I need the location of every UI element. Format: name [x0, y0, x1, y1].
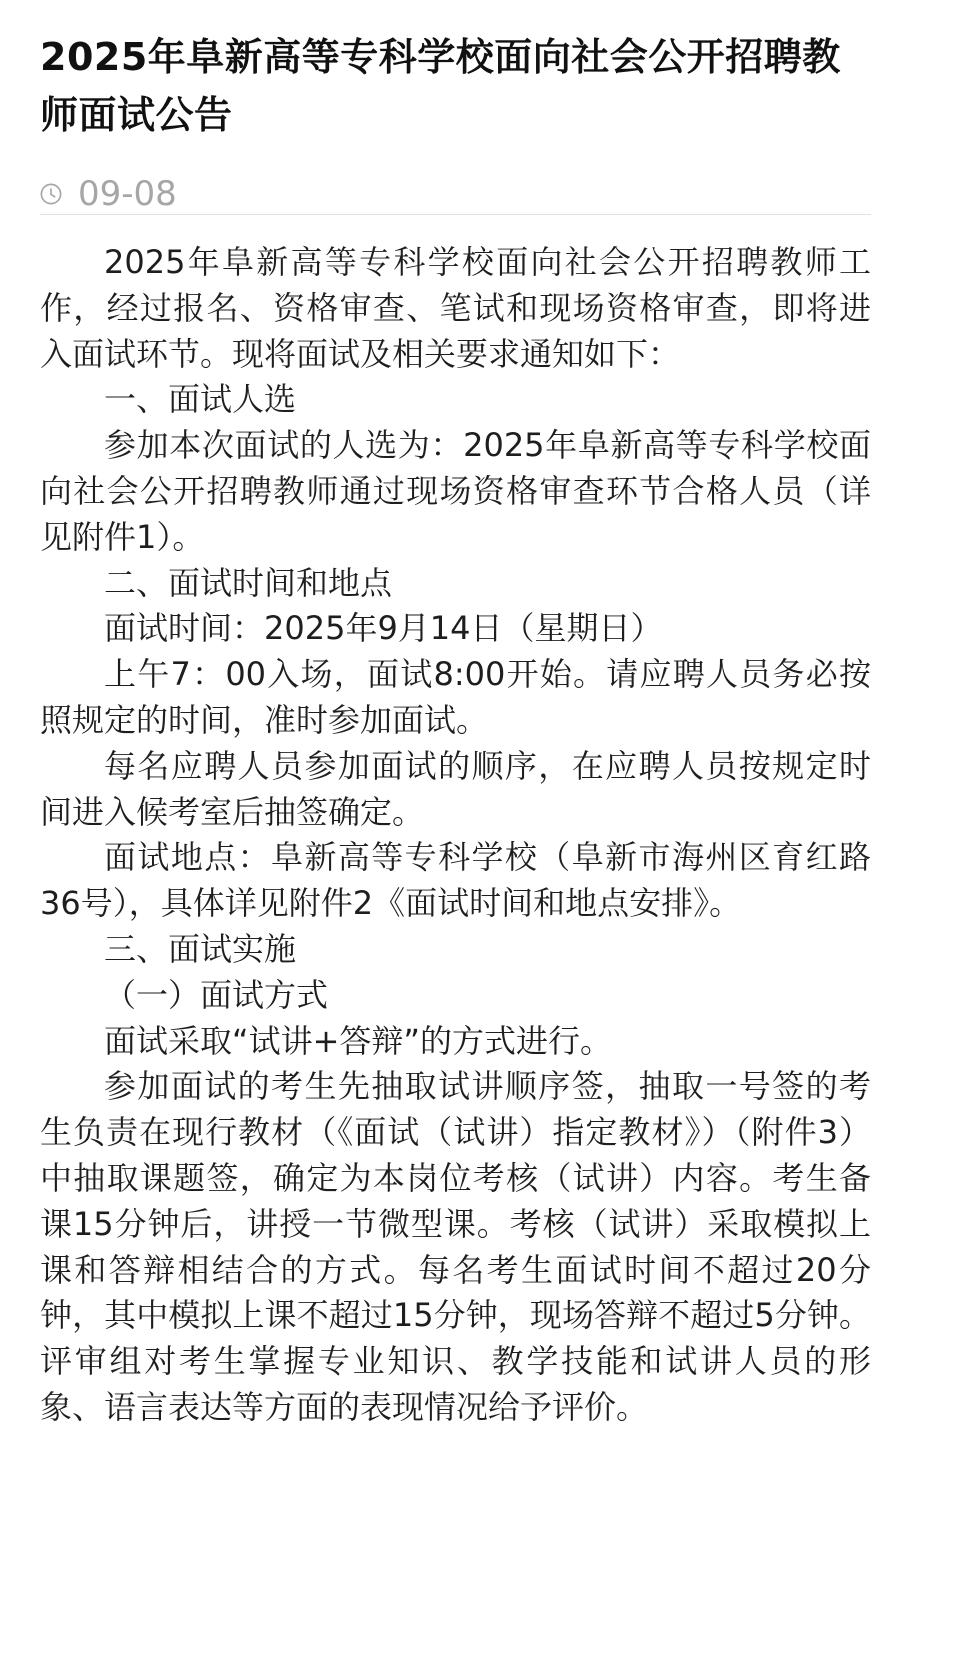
- paragraph-entry-time: 上午7：00入场，面试8:00开始。请应聘人员务必按照规定的时间，准时参加面试。: [40, 655, 871, 739]
- header-divider: [40, 214, 871, 215]
- article-body: [40, 240, 871, 1431]
- paragraph-location: 面试地点：阜新高等专科学校（阜新市海州区育红路36号），具体详见附件2《面试时间和地点安排》。: [40, 838, 871, 923]
- paragraph-interview-time: 面试时间：2025年9月14日（星期日）: [104, 609, 663, 648]
- section-heading-time-place: 二、面试时间和地点: [104, 563, 393, 602]
- paragraph-candidates: 参加本次面试的人选为：2025年阜新高等专科学校面向社会公开招聘教师通过现场资格审查环节合格人员（详见附件1）。: [40, 426, 871, 556]
- paragraph-intro: 2025年阜新高等专科学校面向社会公开招聘教师工作，经过报名、资格审查、笔试和现场资格审查，即将进入面试环节。现将面试及相关要求通知如下：: [40, 243, 871, 373]
- paragraph-method: 面试采取“试讲+答辩”的方式进行。: [104, 1021, 612, 1060]
- article-title: 2025年阜新高等专科学校面向社会公开招聘教师面试公告: [40, 35, 841, 137]
- section-heading-implementation: 三、面试实施: [104, 929, 297, 968]
- paragraph-order: 每名应聘人员参加面试的顺序，在应聘人员按规定时间进入候考室后抽签确定。: [40, 746, 871, 831]
- paragraph-procedure: 参加面试的考生先抽取试讲顺序签，抽取一号签的考生负责在现行教材（《面试（试讲）指定教材》）（附件3）中抽取课题签，确定为本岗位考核（试讲）内容。考生备课15分钟后，讲授一节微型课。考核（试讲）采取模拟上课和答辩相结合的方式。每名考生面试时间不超过20分钟，其中模拟上课不超过15分钟，现场答辩不超过5分钟。评审组对考生掌握专业知识、教学技能和试讲人员的形象、语言表达等方面的表现情况给予评价。: [40, 1067, 871, 1426]
- section-heading-candidates: 一、面试人选: [104, 380, 297, 419]
- clock-icon: [40, 183, 62, 205]
- publish-date: 09-08: [78, 174, 177, 214]
- article-meta: [40, 168, 871, 220]
- subsection-heading-method: （一）面试方式: [104, 975, 329, 1014]
